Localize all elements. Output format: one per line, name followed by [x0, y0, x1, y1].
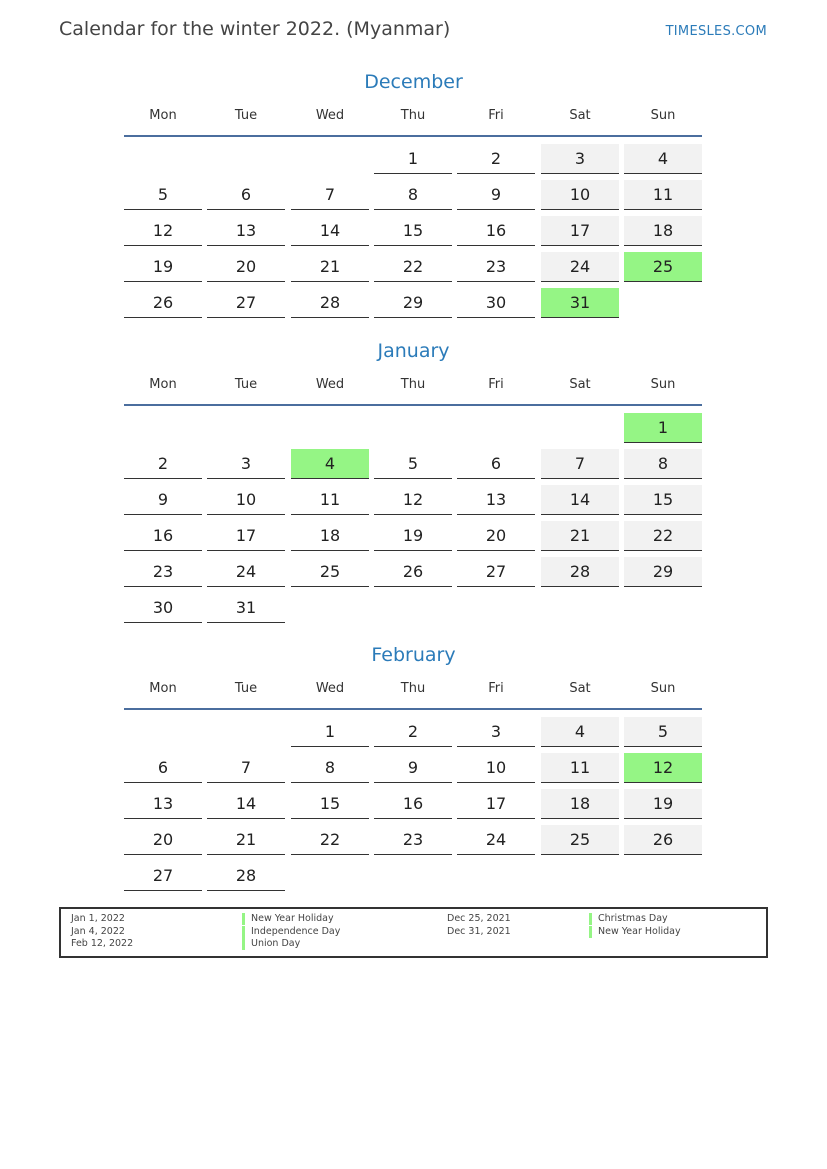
day-cell: 24: [207, 557, 285, 587]
day-cell: 25: [541, 825, 619, 855]
day-cell: 29: [374, 288, 452, 318]
day-cell: 6: [207, 180, 285, 210]
weekday-label: Tue: [234, 681, 258, 696]
day-cell: 19: [124, 252, 202, 282]
day-cell: 14: [541, 485, 619, 515]
day-cell: 31: [207, 593, 285, 623]
day-cell: 18: [291, 521, 369, 551]
header-divider: [124, 708, 702, 710]
day-cell: 7: [541, 449, 619, 479]
day-cell: 26: [124, 288, 202, 318]
month-name: February: [371, 644, 456, 666]
day-cell: 9: [457, 180, 535, 210]
day-cell: 22: [291, 825, 369, 855]
day-cell: 15: [624, 485, 702, 515]
month-name: December: [364, 71, 463, 93]
day-cell: 5: [374, 449, 452, 479]
weekday-label: Thu: [400, 377, 426, 392]
weekday-label: Sat: [569, 377, 591, 392]
weekday-label: Thu: [400, 681, 426, 696]
day-cell: 11: [291, 485, 369, 515]
weekday-label: Sun: [650, 108, 676, 123]
legend-holiday-name: Christmas Day: [589, 913, 668, 925]
holiday-day-cell: 31: [541, 288, 619, 318]
legend-date: Jan 4, 2022: [71, 926, 125, 937]
day-cell: 10: [207, 485, 285, 515]
day-cell: 26: [374, 557, 452, 587]
holiday-day-cell: 1: [624, 413, 702, 443]
day-cell: 29: [624, 557, 702, 587]
day-cell: 14: [291, 216, 369, 246]
day-cell: 30: [457, 288, 535, 318]
day-cell: 8: [374, 180, 452, 210]
day-cell: 26: [624, 825, 702, 855]
day-cell: 25: [291, 557, 369, 587]
legend-holiday-name: New Year Holiday: [589, 926, 681, 938]
day-cell: 22: [374, 252, 452, 282]
day-cell: 28: [291, 288, 369, 318]
day-cell: 13: [457, 485, 535, 515]
day-cell: 15: [374, 216, 452, 246]
weekday-label: Sun: [650, 681, 676, 696]
day-cell: 1: [374, 144, 452, 174]
day-cell: 21: [207, 825, 285, 855]
day-cell: 24: [541, 252, 619, 282]
day-cell: 23: [457, 252, 535, 282]
day-cell: 5: [124, 180, 202, 210]
day-cell: 13: [207, 216, 285, 246]
legend-date: Dec 31, 2021: [447, 926, 511, 937]
day-cell: 12: [124, 216, 202, 246]
day-cell: 17: [541, 216, 619, 246]
day-cell: 9: [374, 753, 452, 783]
day-cell: 20: [207, 252, 285, 282]
day-cell: 10: [541, 180, 619, 210]
legend-date: Dec 25, 2021: [447, 913, 511, 924]
weekday-label: Wed: [315, 681, 345, 696]
day-cell: 17: [207, 521, 285, 551]
day-cell: 18: [541, 789, 619, 819]
weekday-label: Wed: [315, 377, 345, 392]
day-cell: 23: [374, 825, 452, 855]
day-cell: 8: [291, 753, 369, 783]
day-cell: 21: [541, 521, 619, 551]
day-cell: 17: [457, 789, 535, 819]
legend-date: Feb 12, 2022: [71, 938, 134, 949]
day-cell: 19: [374, 521, 452, 551]
day-cell: 8: [624, 449, 702, 479]
day-cell: 21: [291, 252, 369, 282]
day-cell: 5: [624, 717, 702, 747]
day-cell: 20: [124, 825, 202, 855]
day-cell: 6: [124, 753, 202, 783]
page-title: Calendar for the winter 2022. (Myanmar): [59, 18, 451, 40]
day-cell: 3: [457, 717, 535, 747]
day-cell: 4: [541, 717, 619, 747]
day-cell: 4: [624, 144, 702, 174]
holiday-legend: [59, 907, 768, 958]
day-cell: 18: [624, 216, 702, 246]
day-cell: 12: [374, 485, 452, 515]
day-cell: 9: [124, 485, 202, 515]
day-cell: 11: [541, 753, 619, 783]
holiday-day-cell: 25: [624, 252, 702, 282]
weekday-label: Sun: [650, 377, 676, 392]
day-cell: 2: [457, 144, 535, 174]
day-cell: 6: [457, 449, 535, 479]
legend-holiday-name: Union Day: [242, 938, 300, 950]
weekday-label: Sat: [569, 108, 591, 123]
weekday-label: Fri: [488, 377, 504, 392]
day-cell: 10: [457, 753, 535, 783]
day-cell: 27: [457, 557, 535, 587]
day-cell: 11: [624, 180, 702, 210]
day-cell: 15: [291, 789, 369, 819]
weekday-label: Fri: [488, 681, 504, 696]
day-cell: 14: [207, 789, 285, 819]
day-cell: 27: [124, 861, 202, 891]
holiday-day-cell: 4: [291, 449, 369, 479]
weekday-label: Mon: [149, 681, 177, 696]
weekday-label: Tue: [234, 108, 258, 123]
legend-date: Jan 1, 2022: [71, 913, 125, 924]
weekday-label: Tue: [234, 377, 258, 392]
legend-holiday-name: New Year Holiday: [242, 913, 334, 925]
legend-holiday-name: Independence Day: [242, 926, 340, 938]
day-cell: 23: [124, 557, 202, 587]
day-cell: 22: [624, 521, 702, 551]
day-cell: 2: [124, 449, 202, 479]
day-cell: 16: [457, 216, 535, 246]
month-name: January: [377, 340, 450, 362]
day-cell: 7: [291, 180, 369, 210]
day-cell: 7: [207, 753, 285, 783]
day-cell: 28: [207, 861, 285, 891]
weekday-label: Fri: [488, 108, 504, 123]
day-cell: 24: [457, 825, 535, 855]
day-cell: 1: [291, 717, 369, 747]
holiday-day-cell: 12: [624, 753, 702, 783]
header-divider: [124, 404, 702, 406]
day-cell: 13: [124, 789, 202, 819]
day-cell: 16: [124, 521, 202, 551]
header-divider: [124, 135, 702, 137]
day-cell: 3: [207, 449, 285, 479]
day-cell: 20: [457, 521, 535, 551]
day-cell: 16: [374, 789, 452, 819]
day-cell: 2: [374, 717, 452, 747]
site-link[interactable]: TIMESLES.COM: [665, 24, 767, 39]
weekday-label: Wed: [315, 108, 345, 123]
day-cell: 3: [541, 144, 619, 174]
weekday-label: Sat: [569, 681, 591, 696]
weekday-label: Thu: [400, 108, 426, 123]
weekday-label: Mon: [149, 377, 177, 392]
day-cell: 28: [541, 557, 619, 587]
day-cell: 30: [124, 593, 202, 623]
day-cell: 19: [624, 789, 702, 819]
day-cell: 27: [207, 288, 285, 318]
weekday-label: Mon: [149, 108, 177, 123]
